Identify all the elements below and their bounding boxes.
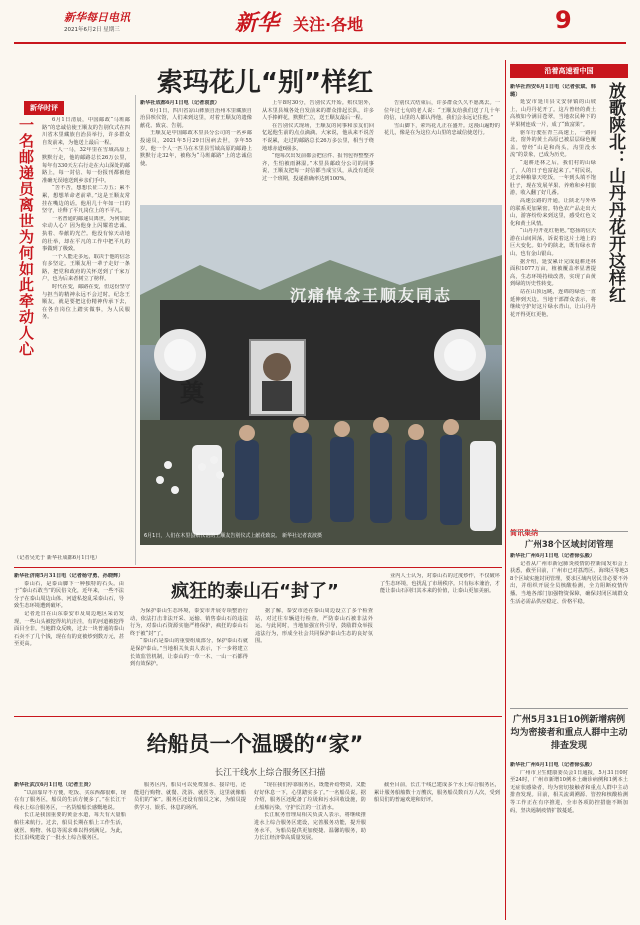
commentary-caption: （记者吴光于 新华社成都6月1日电） (14, 555, 101, 561)
lead-headline: 索玛花儿“别”样红 (156, 68, 374, 98)
taishan-byline: 新华社济南5月31日电（记者杨守勇、孙晓辉） (14, 573, 124, 579)
taishan-col-4 (380, 573, 500, 711)
side-paragraph: 延安市延川县文安驿镇的山坡上，山丹丹花开了。这片曾经的黄土高坡如今满目苍翠，当地农民种下的苹果树连成一片，成了“致富果”。 (510, 99, 596, 128)
lead-body (140, 100, 500, 198)
side-headline: 放歌陕北：山丹丹花开这样红 (605, 82, 625, 303)
commentary-paragraph: 一名普通的邮递员离世，为何如此牵动人心？因为他身上闪耀着忠诚、执着、奉献的光芒。他没有惊天动地的壮举，却在平凡的工作中把平凡的事做到了极致。 (42, 215, 130, 253)
lead-photo-caption: 6月1日，人们在木里县殡仪馆的王顺友告别仪式上献花致哀。 新华社记者袁波摄 (144, 533, 322, 539)
lead-paragraph: 王顺友是中国邮政木里县分公司的一名乡邮投递员，2021年5月29日因病去世，享年55岁。他一个人一匹马在木里县雪域高原的邮路上默默行走32年，被称为“马班邮路”上的忠诚信使。 (140, 130, 252, 167)
side-paragraph: “退耕还林之后，我们村的山绿了，人的日子也富起来了。”村民说，过去种粮靠天吃饭，一年到头填不饱肚子，现在发展苹果、养殖和乡村旅游，收入翻了好几番。 (510, 159, 596, 197)
side-paragraph: 据介绍，延安累计完成退耕还林面积1077万亩，植被覆盖率显著提高，生态环境持续改善，实现了由黄到绿的历史性转变。 (510, 258, 596, 288)
brief-tag (510, 520, 538, 539)
commentary (14, 95, 132, 561)
taishan-col-1 (14, 573, 124, 711)
crew-col-4 (374, 782, 500, 918)
lead-column-3 (384, 100, 500, 198)
taishan-paragraph: 据了解，泰安市还在泰山周边设立了多个检查站，对过往车辆进行检查，严防泰山石被非法外运。与此同时，当地加强宣传引导，鼓励群众举报违法行为，形成全社会共同保护泰山生态的良好氛围。 (255, 608, 373, 645)
crew-paragraph: 截至目前，长江干线已建成多个水上综合服务区，累计服务船舶数十万艘次，服务船员数百万人次，受到船员们的普遍欢迎和好评。 (374, 782, 500, 804)
side-body-right (600, 345, 628, 515)
brief1-body (510, 553, 628, 703)
masthead (0, 0, 640, 42)
brief2-body (510, 762, 628, 917)
section-rule-2 (14, 716, 502, 717)
masthead-center-logo: 新华 (235, 10, 280, 36)
brief1-headline: 广州38个区域封闭管理 (524, 540, 614, 550)
brief-rule-2 (510, 708, 628, 709)
column-tag-label: 新华时评 (24, 101, 64, 115)
crew-headline: 给船员一个温暖的“家” (146, 732, 364, 756)
commentary-paragraph: 时代在变，邮路在变，但这份坚守与担当的精神永远不会过时。纪念王顺友，就是要把这份精神传承下去，在各自岗位上踏实做事，为人民服务。 (42, 284, 130, 321)
crew-col-2 (134, 782, 246, 918)
section-rule-1 (14, 567, 502, 568)
column-divider (135, 95, 136, 565)
lead-column-1 (140, 100, 252, 198)
lead-photo (140, 205, 502, 545)
side-body (510, 84, 596, 514)
taishan-headline: 疯狂的泰山石“封了” (171, 581, 339, 602)
crew-paragraph: 长江是我国重要的黄金水道，每天有大量船舶往来航行。过去，船员长期在船上工作生活，就医、购物、休息等需求难以得到满足。为此，长江沿线建设了一批水上综合服务区。 (14, 812, 126, 842)
taishan-paragraph: 业内人士认为，对泰山石的过度炒作，不仅破坏了生态环境，也扰乱了市场秩序。只有标本兼治，才能让泰山石回归其本来的价值，让泰山更加美丽。 (380, 573, 500, 595)
side-tag (510, 64, 628, 78)
lead-paragraph: 6月1日，四川省凉山彝族自治州木里藏族自治县殡仪馆，人们来到这里，对着王顺友的遗像献花、致哀、告别。 (140, 107, 252, 129)
brief2-byline: 新华社广州6月1日电（记者徐弘毅） (510, 762, 596, 768)
masthead-section: 关注·各地 (293, 15, 364, 34)
crew-byline: 新华社武汉6月1日电（记者王贤） (14, 782, 94, 788)
brief2-headline (510, 714, 628, 753)
commentary-column-tag (24, 95, 64, 115)
commentary-paragraph: 6月1日清晨，中国邮政“马班邮路”的忠诚信使王顺友的告别仪式在四川省木里藏族自治县举行，许多群众自发前来，为他送上最后一程。 (42, 117, 130, 146)
brief-tag-label: 简讯集纳 (510, 529, 538, 537)
crew-paragraph: “现在我们停靠服务区，既能补给物资，又能好好休息一下，心里踏实多了。”一名船员说。据介绍，服务区还配备了垃圾和污水回收设施，防止船舶污染，守护长江的一江清水。 (254, 782, 366, 811)
side-byline: 新华社西安6月1日电（记者张斌、韩璐） (510, 84, 596, 98)
brief-rule (510, 531, 628, 532)
page-number: 9 (555, 6, 572, 34)
lead-column-2 (262, 100, 374, 198)
crew-col-1 (14, 782, 126, 918)
side-tag-label: 沿着高速看中国 (510, 64, 628, 78)
taishan-paragraph: “泰山石是泰山的重要组成部分，保护泰山石就是保护泰山。”当地相关负责人表示，下一步将建立长效监管机制，让泰山的一草一木、一山一石都得到有效保护。 (130, 638, 248, 668)
masthead-left-logo: 新华每日电讯 (64, 11, 130, 24)
crew-paragraph: 长江航务管理局相关负责人表示，将继续推进水上综合服务区建设，完善服务功能，提升服务水平，为船员提供更加便捷、温馨的服务，助力长江经济带高质量发展。 (254, 812, 366, 842)
taishan-paragraph: 泰山石，是泰山脚下一种独特的石头。由于“泰山石敢当”的民俗文化，近年来，一些不法分子在泰山周边山体、河道私挖乱采泰山石，导致生态环境遭到破坏。 (14, 580, 124, 610)
lead-paragraph: 在告别仪式现场，王顺友的同事和亲友们回忆起他生前的点点滴滴。大家说，他从来不说苦不说累，走过的邮路总长26万多公里，相当于绕地球赤道6圈多。 (262, 122, 374, 152)
lead-paragraph: 上午8时30分，告别仪式开始。殡仪馆外，从木里县城各处自发前来的群众排起长队，许多人手捧鲜花，默默伫立，送王顺友最后一程。 (262, 100, 374, 122)
taishan-paragraph: 记者近日在山东泰安市及周边地区采访发现，一些山头被挖得坑坑洼洼，有的河道被挖得面目全非。当地群众反映，过去一块普通的泰山石卖不了几个钱，现在有的竟被炒到数万元，甚至更高。 (14, 610, 124, 648)
crew-paragraph: “以前靠岸不方便，吃饭、买东西都很难，现在有了服务区，船员的生活方便多了。”在长江干线水上综合服务区，一名货船船长感慨地说。 (14, 789, 126, 811)
masthead-date: 2021年6月2日 星期三 (64, 27, 120, 33)
masthead-rule (14, 42, 626, 44)
brief2-headline-text: 广州5月31日10例新增病例均为密接者和重点人群中主动排查发现 (510, 715, 628, 751)
brief1-text: 记者从广州市新冠肺炎疫情防控新闻发布会上获悉，截至目前，广州市已对荔湾区、海珠区等地38个区域实施封闭管理，要求区域内居民非必要不外出，并组织开展全员核酸检测，全力阻断疫情传播。当地各部门加强物资保障，确保封闭区域群众生活必需品供应稳定、价格平稳。 (510, 560, 628, 605)
memorial-banner: 沉痛悼念王顺友同志 (290, 286, 453, 305)
lead-paragraph: “他每次出发前都会把信件、报刊包得整整齐齐，生怕被雨淋湿。”木里县邮政分公司的同事说，王顺友把每一封信都当成宝贝，从没有延误过一个班期，投递准确率达到100%。 (262, 153, 374, 182)
commentary-body (42, 117, 130, 547)
side-paragraph: 站在山顶远眺，连绵的绿色一直延伸到天边。当地干部群众表示，将继续守护好这片绿水青山，让山丹丹花开得更红更艳。 (510, 289, 596, 318)
brief1-byline: 新华社广州6月1日电（记者徐弘毅） (510, 553, 596, 559)
crew-subheadline: 长江干线水上综合服务区扫描 (214, 768, 326, 778)
lead-paragraph: 雪山脚下，索玛花儿正在盛开。这漫山遍野的花儿，像是在为这位大山里的忠诚信使送行。 (384, 122, 500, 137)
brief2-text: 广州市卫生健康委员会1日通报，5月31日0时至24时，广州市新增10例本土确诊病例和1例本土无症状感染者，均为密切接触者和重点人群中主动排查发现。目前，相关流调溯源、管控和核酸检测等工作正在有序推进，全市各项防控措施不断加码，坚决遏制疫情扩散蔓延。 (510, 769, 628, 814)
commentary-paragraph: “苦不苦，想想长征二万五；累不累，想想革命老前辈。”这是王顺友常挂在嘴边的话。他用几十年如一日的坚守，诠释了平凡岗位上的不平凡。 (42, 185, 130, 215)
side-paragraph: “山丹丹开花红艳艳。”悠扬的信天游在山间回荡，诉说着这片土地上的巨大变化。如今的陕北，既有绿水青山，也有金山银山。 (510, 228, 596, 258)
side-paragraph: 高速公路的开通，让陕北与外界的联系更加紧密。特色农产品走出大山，游客纷纷来到这里，感受红色文化和黄土风情。 (510, 197, 596, 227)
crew-col-3 (254, 782, 366, 918)
crew-paragraph: 服务区内，船员可以免费加水、接岸电，还能进行购物、就餐、洗浴、就医等，这里就像船员们的“家”。服务区还设有船员之家，为船员提供学习、娱乐、休息的场所。 (134, 782, 246, 811)
commentary-headline: 一名邮递员离世为何如此牵动人心 (17, 117, 35, 357)
commentary-paragraph: 一人一马，32年里在雪域高原上默默行走，他的邮路总长26万公里，每年有330天左右行走在大山深处的邮路上，每一封信、每一份报刊都被他准确无误地送到乡亲们手中。 (42, 147, 130, 184)
taishan-paragraph: 为保护泰山生态环境，泰安市开展专项整治行动，依法打击非法开采、运输、销售泰山石的违法行为，对泰山石资源实施严格保护，疯狂的泰山石终于被“封”了。 (130, 608, 248, 637)
lead-byline: 新华社成都6月1日电（记者袁波） (140, 100, 220, 106)
commentary-paragraph: 一个人能走多远，取决于他的信念有多坚定。王顺友用一辈子走好一条路，把党和政府的关怀送到了千家万户，也为后来者树立了榜样。 (42, 253, 130, 283)
side-paragraph: 驱车行驶在青兰高速上，一路向北，窗外的黄土高原已被层层绿色覆盖。曾经“山是和尚头，沟里没水流”的景象，已成为历史。 (510, 129, 596, 159)
side-divider (505, 60, 506, 920)
taishan-col-3 (255, 608, 373, 711)
memorial-wreath-character: 奠 (180, 379, 204, 407)
lead-paragraph: 告别仪式结束后，许多群众久久不愿离去。一位年过七旬的老人说：“王顺友给我们送了几十年的信，山里的人都认得他，我们会永远记住他。” (384, 100, 500, 122)
taishan-col-2 (130, 608, 248, 711)
